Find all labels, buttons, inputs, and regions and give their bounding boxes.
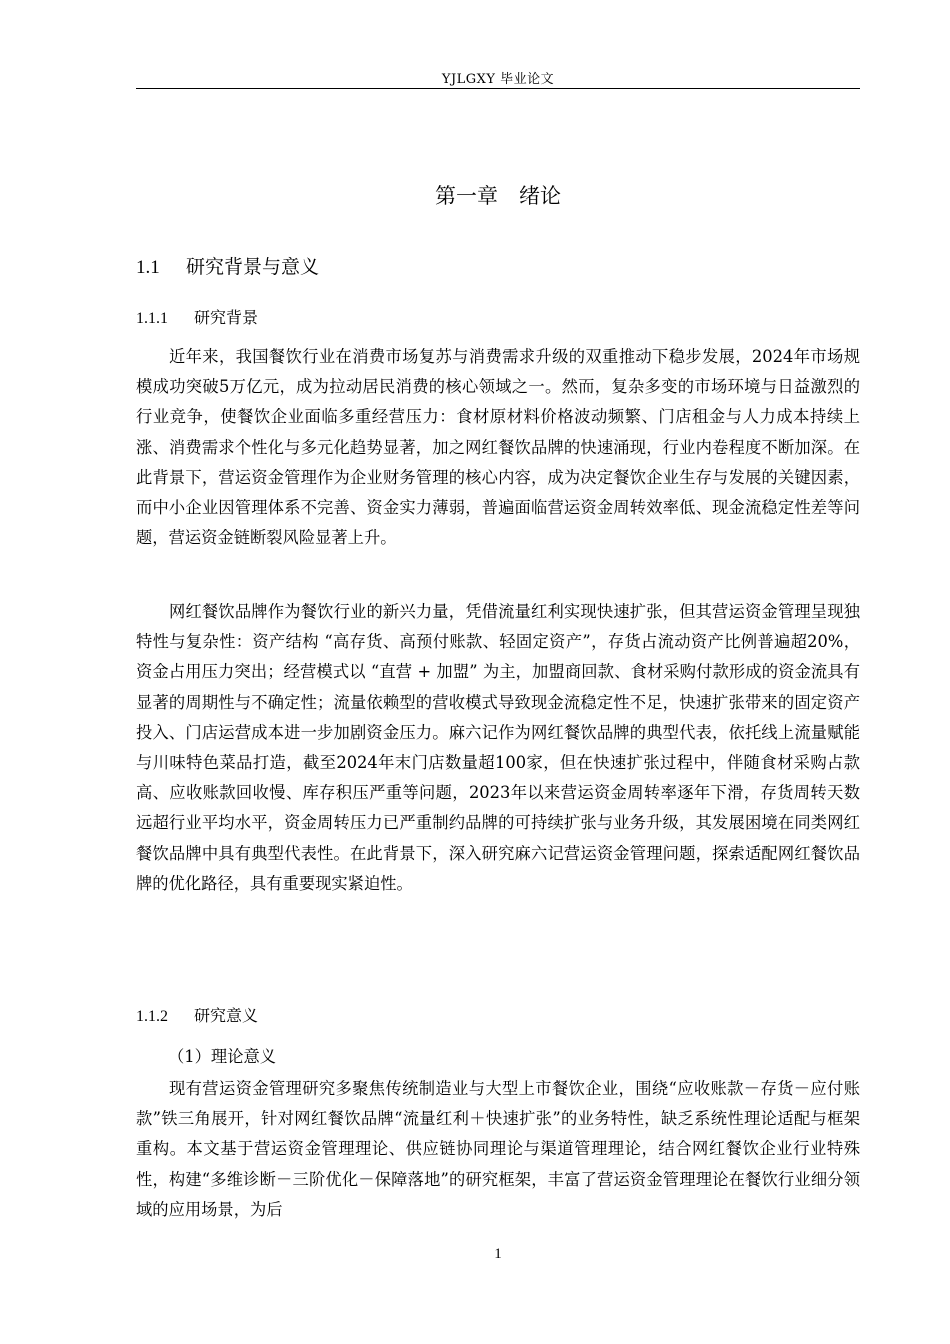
page-number: 1 [494,1246,502,1262]
subsection-title: 研究意义 [194,1006,259,1025]
subsection-number: 1.1.2 [136,1008,168,1025]
subsection-title: 研究背景 [194,308,259,327]
section-title: 研究背景与意义 [186,256,320,278]
subsection-number: 1.1.1 [136,310,168,327]
background-paragraph-1: 近年来，我国餐饮行业在消费市场复苏与消费需求升级的双重推动下稳步发展，2024年市场规模成功突破5万亿元，成为拉动居民消费的核心领域之一。然而，复杂多变的市场环境与日益激烈的行业竞争，使餐饮企业面临多重经营压力：食材原材料价格波动频繁、门店租金与人力成本持续上涨、消费需求个性化与多元化趋势显著，加之网红餐饮品牌的快速涌现，行业内卷程度不断加深。在此背景下，营运资金管理作为企业财务管理的核心内容，成为决定餐饮企业生存与发展的关键因素，而中小企业因管理体系不完善、资金实力薄弱，普遍面临营运资金周转效率低、现金流稳定性差等问题，营运资金链断裂风险显著上升。 [136,347,860,548]
significance-subheading: （1）理论意义 [168,1047,277,1066]
section-heading-1-1-2 [136,1003,258,1026]
header-rule [136,88,860,89]
section-heading-1-1 [136,252,319,279]
chapter-title: 第一章 绪论 [435,184,561,208]
section-heading-1-1-1 [136,305,258,328]
section-number: 1.1 [136,257,160,278]
page-header: YJLGXY 毕业论文 [441,72,555,87]
significance-paragraph-1: 现有营运资金管理研究多聚焦传统制造业与大型上市餐饮企业，围绕“应收账款－存货－应付账款”铁三角展开，针对网红餐饮品牌“流量红利＋快速扩张”的业务特性，缺乏系统性理论适配与框架重构。本文基于营运资金管理理论、供应链协同理论与渠道管理理论，结合网红餐饮企业行业特殊性，构建“多维诊断－三阶优化－保障落地”的研究框架，丰富了营运资金管理理论在餐饮行业细分领域的应用场景，为后 [136,1079,860,1219]
background-paragraph-2: 网红餐饮品牌作为餐饮行业的新兴力量，凭借流量红利实现快速扩张，但其营运资金管理呈现独特性与复杂性：资产结构 “高存货、高预付账款、轻固定资产”，存货占流动资产比例普遍超20%，资金占用压力突出；经营模式以 “直营 + 加盟” 为主，加盟商回款、食材采购付款形成的资金流具有显著的周期性与不确定性；流量依赖型的营收模式导致现金流稳定性不足，快速扩张带来的固定资产投入、门店运营成本进一步加剧资金压力。麻六记作为网红餐饮品牌的典型代表，依托线上流量赋能与川味特色菜品打造，截至2024年末门店数量超100家，但在快速扩张过程中，伴随食材采购占款高、应收账款回收慢、库存积压严重等问题，2023年以来营运资金周转率逐年下滑，存货周转天数远超行业平均水平，资金周转压力已严重制约品牌的可持续扩张与业务升级，其发展困境在同类网红餐饮品牌中具有典型代表性。在此背景下，深入研究麻六记营运资金管理问题，探索适配网红餐饮品牌的优化路径，具有重要现实紧迫性。 [136,602,860,893]
